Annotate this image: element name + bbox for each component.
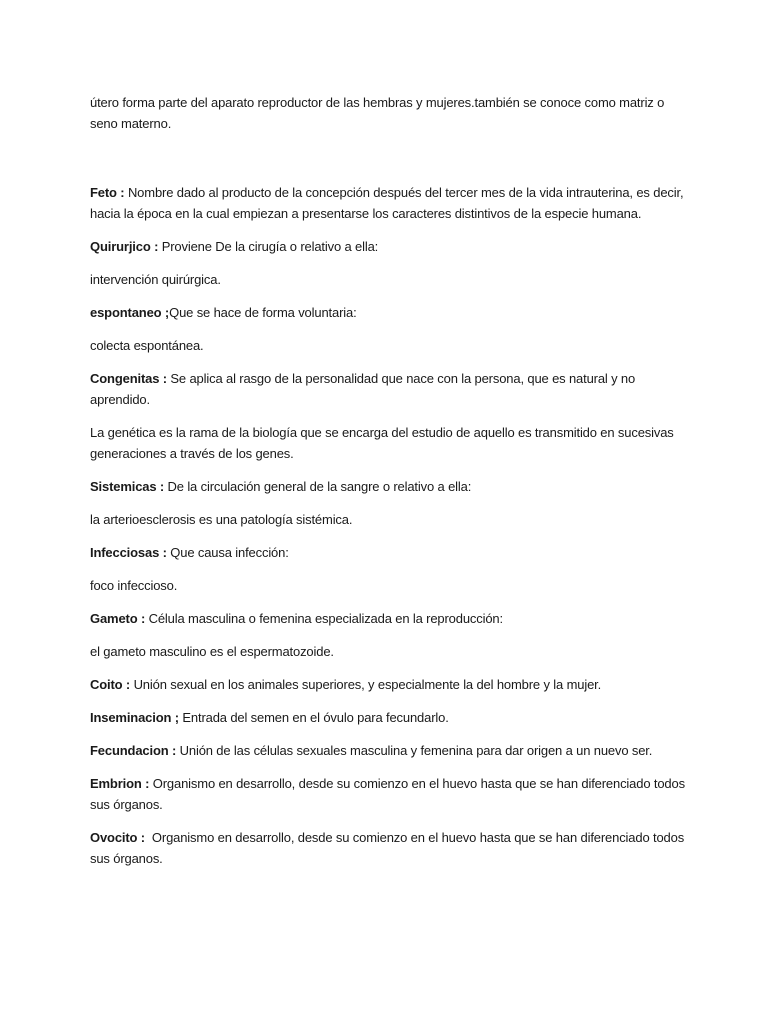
document-body xyxy=(90,92,690,881)
example-sistemicas xyxy=(90,509,690,530)
entry-quirurjico xyxy=(90,236,690,257)
entry-gameto xyxy=(90,608,690,629)
entry-definition: Unión de las células sexuales masculina y femenina para dar origen a un nuevo ser. xyxy=(176,743,653,758)
entry-definition: Entrada del semen en el óvulo para fecundarlo. xyxy=(178,710,449,725)
example-text: la arterioesclerosis es una patología sistémica. xyxy=(90,512,353,527)
entry-term: Coito : xyxy=(90,677,131,692)
example-congenitas xyxy=(90,422,690,464)
entry-espontaneo xyxy=(90,302,690,323)
entry-definition: Que causa infección: xyxy=(166,545,289,560)
entry-definition: Se aplica al rasgo de la personalidad que nace con la persona, que es natural y no aprendido. xyxy=(90,371,636,407)
entry-term: Inseminacion ; xyxy=(90,710,179,725)
entry-embrion xyxy=(90,773,690,815)
example-text: La genética es la rama de la biología que se encarga del estudio de aquello es transmitido en sucesivas generaciones a través de los genes. xyxy=(90,425,674,461)
example-espontaneo xyxy=(90,335,690,356)
entry-infecciosas xyxy=(90,542,690,563)
entry-term: Infecciosas : xyxy=(90,545,167,560)
entry-definition: Organismo en desarrollo, desde su comienzo en el huevo hasta que se han diferenciado todos sus órganos. xyxy=(90,830,688,866)
entry-term: Fecundacion : xyxy=(90,743,177,758)
entry-term: Gameto : xyxy=(90,611,146,626)
example-quirurjico xyxy=(90,269,690,290)
entry-congenitas xyxy=(90,368,690,410)
entry-definition: Unión sexual en los animales superiores, y especialmente la del hombre y la mujer. xyxy=(130,677,602,692)
entry-term: Congenitas : xyxy=(90,371,167,386)
entry-term: Embrion : xyxy=(90,776,150,791)
entry-term: Sistemicas : xyxy=(90,479,165,494)
entry-term: Quirurjico : xyxy=(90,239,159,254)
example-infecciosas xyxy=(90,575,690,596)
entry-definition: Nombre dado al producto de la concepción después del tercer mes de la vida intrauterina, es decir, hacia la época en la cual empiezan a presentarse los caracteres distintivos de la especie humana. xyxy=(90,185,684,221)
entry-term: Feto : xyxy=(90,185,125,200)
entry-definition: Que se hace de forma voluntaria: xyxy=(169,305,357,320)
entry-definition: Célula masculina o femenina especializada en la reproducción: xyxy=(145,611,503,626)
example-text: colecta espontánea. xyxy=(90,338,204,353)
example-gameto xyxy=(90,641,690,662)
intro-paragraph xyxy=(90,92,690,134)
entry-definition: Proviene De la cirugía o relativo a ella: xyxy=(158,239,379,254)
intro-text: útero forma parte del aparato reproductor de las hembras y mujeres.también se conoce como matriz o seno materno. xyxy=(90,95,665,131)
entry-term: Ovocito : xyxy=(90,830,145,845)
entry-definition: De la circulación general de la sangre o relativo a ella: xyxy=(164,479,472,494)
entry-inseminacion xyxy=(90,707,690,728)
entry-term: espontaneo ; xyxy=(90,305,170,320)
entry-feto xyxy=(90,182,690,224)
entry-ovocito xyxy=(90,827,690,869)
entry-definition: Organismo en desarrollo, desde su comienzo en el huevo hasta que se han diferenciado todos sus órganos. xyxy=(90,776,685,812)
entry-fecundacion xyxy=(90,740,690,761)
example-text: intervención quirúrgica. xyxy=(90,272,221,287)
entry-coito xyxy=(90,674,690,695)
example-text: foco infeccioso. xyxy=(90,578,178,593)
example-text: el gameto masculino es el espermatozoide. xyxy=(90,644,334,659)
entry-sistemicas xyxy=(90,476,690,497)
